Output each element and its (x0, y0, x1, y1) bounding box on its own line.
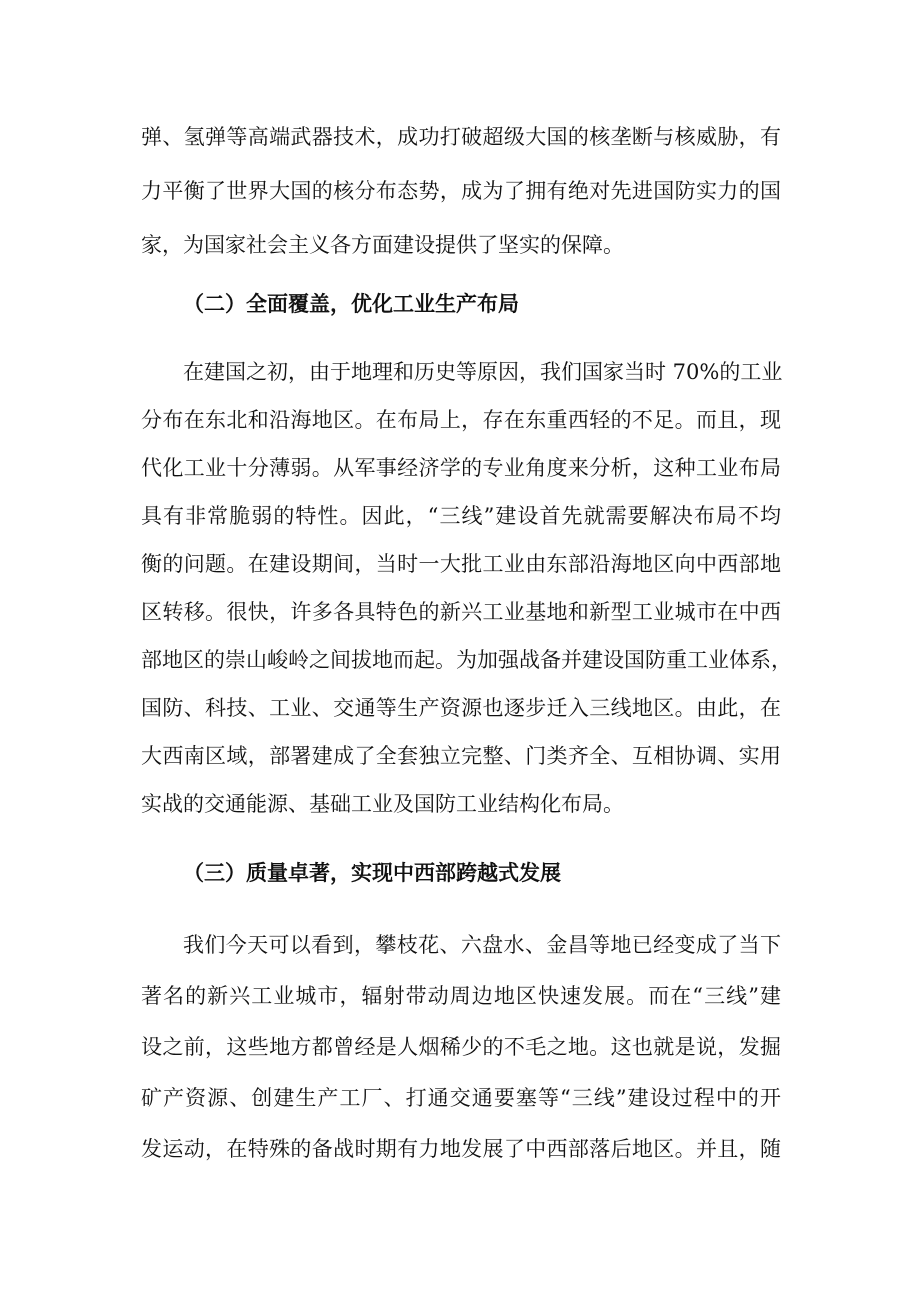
paragraph-line: 设之前，这些地方都曾经是人烟稀少的不毛之地。这也就是说，发掘 (141, 1035, 781, 1059)
paragraph-line: 实战的交通能源、基础工业及国防工业结构化布局。 (141, 792, 624, 816)
paragraph-line: 发运动，在特殊的备战时期有力地发展了中西部落后地区。并且，随 (141, 1137, 781, 1161)
paragraph-line: 弹、氢弹等高端武器技术，成功打破超级大国的核垄断与核威胁，有 (141, 125, 781, 149)
paragraph-line: 分布在东北和沿海地区。在布局上，存在东重西轻的不足。而且，现 (141, 408, 781, 432)
paragraph-line: 我们今天可以看到，攀枝花、六盘水、金昌等地已经变成了当下 (183, 933, 781, 957)
paragraph-line: 大西南区域，部署建成了全套独立完整、门类齐全、互相协调、实用 (141, 744, 781, 768)
paragraph-line: 矿产资源、创建生产工厂、打通交通要塞等“三线”建设过程中的开 (141, 1086, 781, 1110)
paragraph-line: 著名的新兴工业城市，辐射带动周边地区快速发展。而在“三线”建 (141, 984, 781, 1008)
paragraph-line: 具有非常脆弱的特性。因此，“三线”建设首先就需要解决布局不均 (141, 504, 781, 528)
paragraph-line: 力平衡了世界大国的核分布态势，成为了拥有绝对先进国防实力的国 (141, 179, 781, 203)
paragraph-line: 衡的问题。在建设期间，当时一大批工业由东部沿海地区向中西部地 (141, 552, 781, 576)
paragraph-line: 家，为国家社会主义各方面建设提供了坚实的保障。 (141, 233, 624, 257)
paragraph-line: 区转移。很快，许多各具特色的新兴工业基地和新型工业城市在中西 (141, 600, 781, 624)
paragraph-line: 部地区的崇山峻岭之间拔地而起。为加强战备并建设国防重工业体系， (141, 648, 792, 672)
paragraph-line: 在建国之初，由于地理和历史等原因，我们国家当时 70%的工业 (183, 360, 783, 384)
paragraph-line: 代化工业十分薄弱。从军事经济学的专业角度来分析，这种工业布局 (141, 456, 781, 480)
section-heading: （二）全面覆盖，优化工业生产布局 (183, 292, 519, 316)
paragraph-line: 国防、科技、工业、交通等生产资源也逐步迁入三线地区。由此，在 (141, 696, 781, 720)
section-heading: （三）质量卓著，实现中西部跨越式发展 (183, 861, 561, 885)
